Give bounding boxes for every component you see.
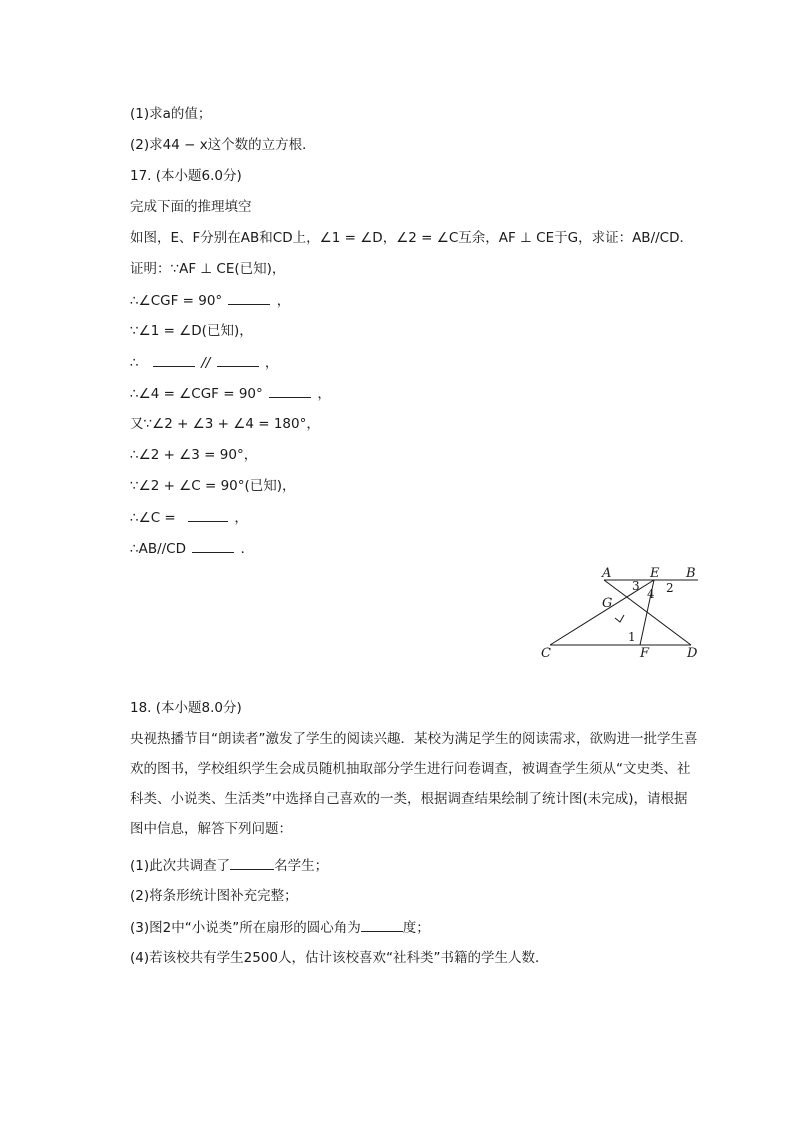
- answer-blank[interactable]: [230, 855, 274, 870]
- label-e: E: [650, 566, 660, 581]
- proof-line-1: [130, 259, 285, 279]
- proof-punct: ，: [264, 355, 279, 371]
- q18-sub3-tail: 度；: [402, 920, 430, 936]
- proof-text: 又∵∠2 + ∠3 + ∠4 = 180°，: [130, 416, 320, 432]
- proof-text: ∴: [130, 355, 139, 371]
- proof-text: ∵∠2 + ∠C = 90°(已知)，: [130, 478, 296, 494]
- q18-sub3-text: (3)图2中“小说类”所在扇形的圆心角为: [130, 920, 361, 936]
- proof-line-2: [130, 290, 290, 311]
- proof-text: ∴AB//CD: [130, 541, 187, 557]
- answer-blank[interactable]: [153, 352, 195, 367]
- angle-3-label: 3: [632, 579, 640, 593]
- answer-blank[interactable]: [192, 538, 234, 553]
- proof-text: ∴∠C =: [130, 510, 176, 526]
- proof-punct: ，: [317, 386, 331, 402]
- proof-text: ∴∠2 + ∠3 = 90°，: [130, 447, 258, 463]
- q18-paragraph: 央视热播节目“朗读者”激发了学生的阅读兴趣．某校为满足学生的阅读需求，欲购进一批学生喜欢的图书，学校组织学生会成员随机抽取部分学生进行问卷调查，被调查学生须从“文史类、社科类、小说类、生活类”中选择自己喜欢的一类，根据调查结果绘制了统计图(未完成)，请根据图中信息，解答下列问题：: [130, 731, 698, 837]
- proof-line-3: [130, 321, 253, 341]
- label-g: G: [602, 596, 613, 611]
- q17-statement: 如图，E、F分别在AB和CD上，∠1 = ∠D，∠2 = ∠C互余，AF ⊥ CE于G，求证：AB//CD．: [130, 230, 693, 246]
- angle-2-label: 2: [666, 581, 674, 595]
- angle-4-label: 4: [647, 587, 655, 601]
- proof-line-10: [130, 538, 254, 559]
- proof-line-6: [130, 414, 320, 434]
- answer-blank[interactable]: [188, 507, 228, 522]
- label-a: A: [602, 566, 612, 581]
- q16-part2: (2)求44 − x这个数的立方根．: [130, 137, 316, 153]
- q18-header: 18. (本小题8.0分): [130, 700, 242, 716]
- proof-text: ∴∠4 = ∠CGF = 90°: [130, 386, 263, 402]
- answer-blank[interactable]: [217, 352, 259, 367]
- proof-line-5: [130, 383, 331, 404]
- q18-sub1-text: (1)此次共调查了: [130, 858, 231, 874]
- q17-header: 17. (本小题6.0分): [130, 168, 242, 184]
- proof-text: 证明：∵AF ⊥ CE(已知)，: [130, 261, 286, 277]
- label-f: F: [640, 646, 650, 661]
- q18-sub1-tail: 名学生；: [274, 858, 329, 874]
- geometry-figure: [536, 562, 706, 662]
- answer-blank[interactable]: [361, 917, 403, 932]
- answer-blank[interactable]: [228, 290, 270, 305]
- proof-line-7: [130, 445, 257, 465]
- answer-blank[interactable]: [269, 383, 311, 398]
- q16-part1: (1)求a的值；: [130, 106, 212, 122]
- label-b: B: [686, 566, 696, 581]
- proof-line-8: [130, 476, 296, 496]
- proof-line-4: [130, 352, 278, 373]
- parallel-symbol: //: [201, 355, 211, 371]
- q17-intro: 完成下面的推理填空: [130, 199, 252, 215]
- proof-text: ∵∠1 = ∠D(已知)，: [130, 323, 253, 339]
- q18-sub4: (4)若该校共有学生2500人，估计该校喜欢“社科类”书籍的学生人数．: [130, 950, 549, 966]
- label-d: D: [687, 646, 698, 661]
- angle-1-label: 1: [628, 630, 636, 644]
- proof-line-9: [130, 507, 248, 528]
- right-angle-mark: [615, 615, 624, 622]
- q18-sub1: [130, 855, 328, 876]
- label-c: C: [541, 646, 551, 661]
- proof-punct: ，: [234, 510, 248, 526]
- q18-sub3: [130, 917, 430, 938]
- q18-sub2: (2)将条形统计图补充完整；: [130, 888, 298, 904]
- proof-punct: ，: [276, 293, 291, 309]
- proof-punct: ．: [240, 541, 255, 557]
- proof-text: ∴∠CGF = 90°: [130, 293, 223, 309]
